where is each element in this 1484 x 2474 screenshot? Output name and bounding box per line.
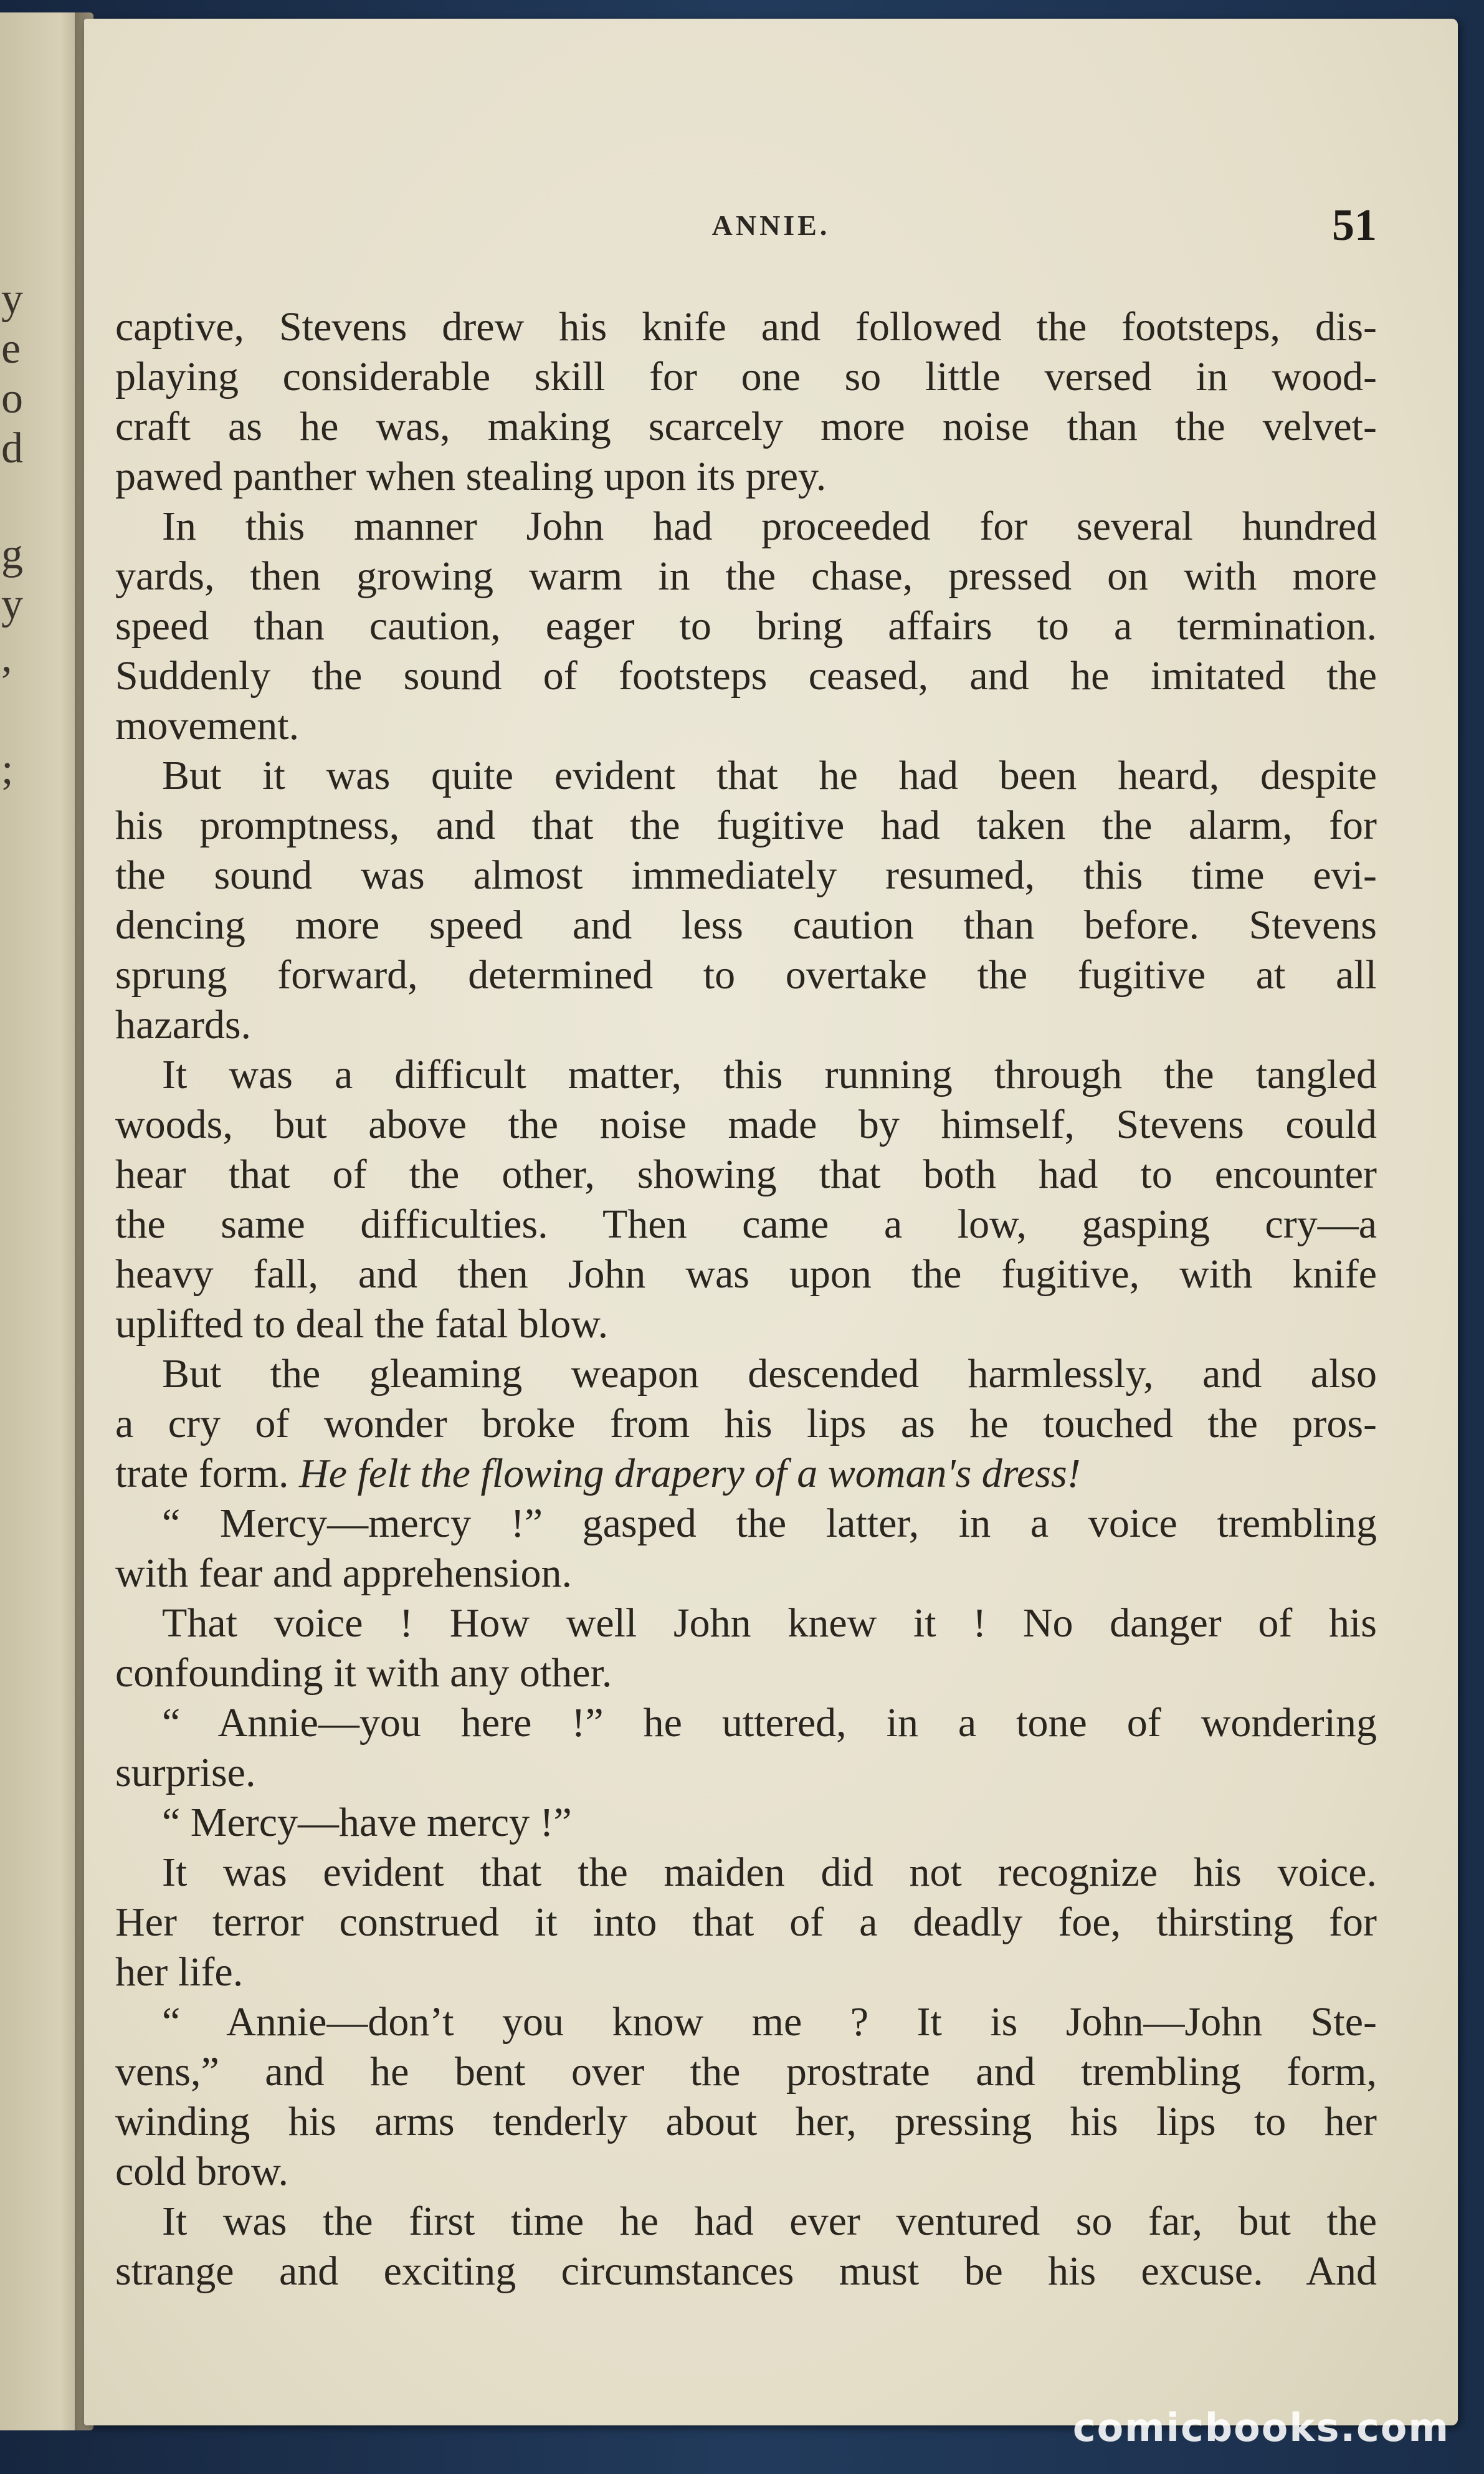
text-line <box>115 1249 1377 1299</box>
text-line <box>115 1399 1377 1449</box>
text-line-content: a cry of wonder broke from his lips as he touched the pros- <box>115 1401 1377 1446</box>
text-line-content: Her terror construed it into that of a deadly foe, thirsting for <box>115 1899 1377 1945</box>
text-line-content: “ Mercy—have mercy !” <box>162 1800 572 1845</box>
text-line <box>115 2147 1377 2197</box>
text-line-content: her life. <box>115 1949 244 1995</box>
prev-page-fragment: d <box>1 424 23 472</box>
text-line <box>115 751 1377 801</box>
prev-page-fragment: y <box>1 275 23 323</box>
text-line <box>115 2047 1377 2097</box>
text-line <box>115 1748 1377 1798</box>
text-line-content: movement. <box>115 703 300 748</box>
text-line-content: It was the first time he had ever ventured so far, but the <box>162 2199 1377 2244</box>
text-line <box>115 402 1377 452</box>
text-line-content: surprise. <box>115 1750 256 1795</box>
text-line-content: sprung forward, determined to overtake the fugitive at all <box>115 952 1377 998</box>
text-line-content: captive, Stevens drew his knife and followed the footsteps, dis- <box>115 304 1377 350</box>
text-line-content: hear that of the other, showing that both had to encounter <box>115 1152 1377 1197</box>
text-line <box>115 1150 1377 1200</box>
text-line-content: That voice ! How well John knew it ! No danger of his <box>162 1600 1377 1646</box>
text-line <box>115 1349 1377 1399</box>
text-line-content: heavy fall, and then John was upon the fugitive, with knife <box>115 1251 1377 1297</box>
text-line <box>115 1698 1377 1748</box>
text-line-content: pawed panther when stealing upon its prey. <box>115 454 827 499</box>
text-line <box>115 1549 1377 1598</box>
text-line <box>115 1798 1377 1848</box>
text-line-content: the same difficulties. Then came a low, gasping cry—a <box>115 1201 1377 1247</box>
text-line-content: strange and exciting circumstances must be his excuse. And <box>115 2248 1377 2294</box>
text-line <box>115 651 1377 701</box>
text-line-content: trate form. <box>115 1451 289 1496</box>
text-line <box>115 302 1377 352</box>
text-line-content: speed than caution, eager to bring affairs to a termination. <box>115 603 1377 649</box>
text-line-content: It was a difficult matter, this running through the tangled <box>162 1052 1377 1097</box>
text-line <box>115 1050 1377 1100</box>
text-line <box>115 900 1377 950</box>
text-line <box>115 552 1377 601</box>
text-line-content: cold brow. <box>115 2149 288 2194</box>
text-line-content: the sound was almost immediately resumed, this time evi- <box>115 853 1377 898</box>
text-line <box>115 1200 1377 1249</box>
text-line-content: yards, then growing warm in the chase, pressed on with more <box>115 553 1377 599</box>
text-line-content: But the gleaming weapon descended harmlessly, and also <box>162 1351 1377 1397</box>
prev-page-fragment: o <box>1 375 23 423</box>
text-line <box>115 1499 1377 1549</box>
watermark: comicbooks.com <box>1072 2405 1450 2450</box>
text-line-content: “ Mercy—mercy !” gasped the latter, in a voice trembling <box>162 1501 1377 1546</box>
text-line-content: “ Annie—don’t you know me ? It is John—John Ste- <box>162 1999 1377 2045</box>
text-line <box>115 1449 1377 1499</box>
text-line <box>115 1598 1377 1648</box>
text-line <box>115 2197 1377 2247</box>
prev-page-fragment: , <box>1 633 12 681</box>
text-line-content: But it was quite evident that he had been heard, despite <box>162 753 1377 798</box>
text-line-content: with fear and apprehension. <box>115 1550 573 1596</box>
text-line-content: playing considerable skill for one so little versed in wood- <box>115 354 1377 399</box>
text-line-content: vens,” and he bent over the prostrate and trembling form, <box>115 2049 1377 2094</box>
text-line-content: confounding it with any other. <box>115 1650 612 1696</box>
text-line-content: “ Annie—you here !” he uttered, in a tone of wondering <box>162 1700 1377 1746</box>
text-line-content: Suddenly the sound of footsteps ceased, and he imitated the <box>115 653 1377 699</box>
text-line <box>115 1000 1377 1050</box>
text-line <box>115 1299 1377 1349</box>
text-line <box>115 1898 1377 1947</box>
text-line-content: craft as he was, making scarcely more noise than the velvet- <box>115 404 1377 449</box>
text-line <box>115 2097 1377 2147</box>
text-line-content: In this manner John had proceeded for several hundred <box>162 504 1377 549</box>
italic-emphasis: He felt the flowing drapery of a woman's dress! <box>299 1451 1081 1496</box>
text-line-content: uplifted to deal the fatal blow. <box>115 1301 609 1347</box>
page-number: 51 <box>1332 200 1377 250</box>
text-line <box>115 1100 1377 1150</box>
prev-page-fragment: g <box>1 530 23 578</box>
text-line <box>115 1947 1377 1997</box>
book-page <box>84 19 1458 2425</box>
text-line <box>115 801 1377 851</box>
text-line <box>115 2247 1377 2296</box>
text-line <box>115 1848 1377 1898</box>
body-text <box>115 302 1377 2296</box>
text-line <box>115 601 1377 651</box>
text-line-content: dencing more speed and less caution than before. Stevens <box>115 902 1377 948</box>
text-line <box>115 1997 1377 2047</box>
text-line <box>115 851 1377 900</box>
prev-page-fragment: e <box>1 325 21 373</box>
prev-page-fragment: ; <box>1 745 14 793</box>
prev-page-fragment: y <box>1 580 23 628</box>
text-line <box>115 352 1377 402</box>
text-line <box>115 950 1377 1000</box>
text-line-content: It was evident that the maiden did not recognize his voice. <box>162 1850 1377 1895</box>
text-line-content: woods, but above the noise made by himself, Stevens could <box>115 1102 1377 1147</box>
text-line <box>115 1648 1377 1698</box>
text-line <box>115 452 1377 502</box>
text-line-content: winding his arms tenderly about her, pressing his lips to her <box>115 2099 1377 2144</box>
text-line <box>115 701 1377 751</box>
text-line <box>115 502 1377 552</box>
text-line-content: his promptness, and that the fugitive had taken the alarm, for <box>115 803 1377 848</box>
running-head: ANNIE. <box>711 209 830 241</box>
text-line-content: hazards. <box>115 1002 252 1048</box>
